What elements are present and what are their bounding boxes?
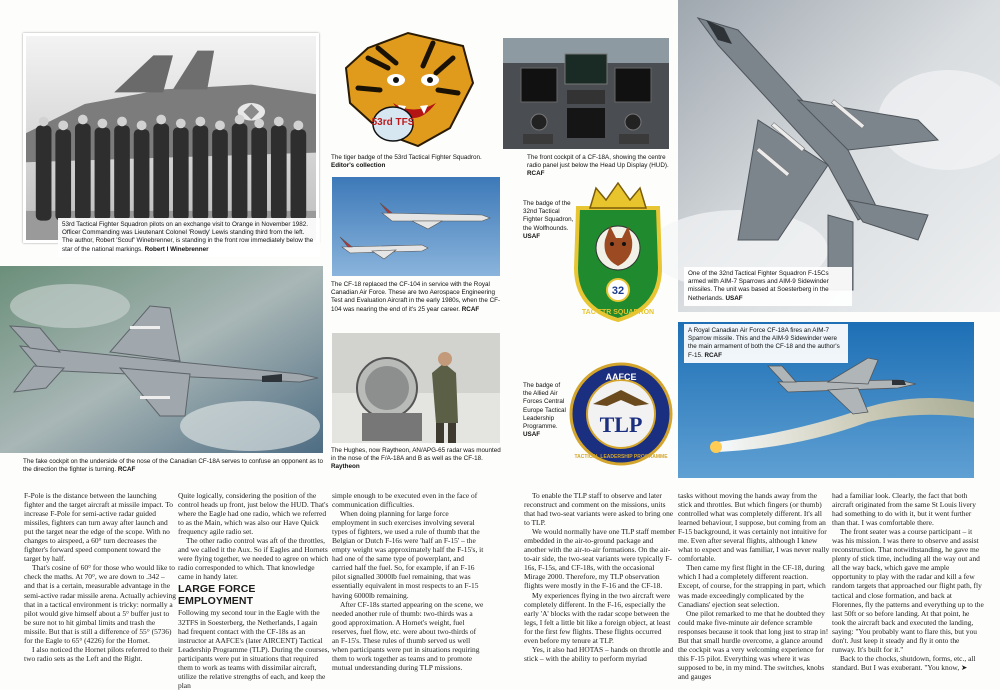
crew-caption-credit: Robert I Winebrenner — [144, 245, 209, 253]
tiger-badge-text: 53rd TFS — [371, 117, 415, 128]
tiger-caption-text: The tiger badge of the 53rd Tactical Fighter Squadron. — [331, 154, 482, 161]
paragraph: The other radio control was aft of the throttles, and we called it the Aux. So if Eagles and Hornets were flying together, we needed to agree on which radio corresponded to which. That knowledge came in handy later. — [178, 536, 329, 582]
paragraph: Quite logically, considering the position of the control heads up front, just below the HUD. That's where the Eagle had one radio, which we referred to as the Main, which was also our Have Quick frequency agile radio set. — [178, 491, 329, 537]
cockpit-caption-credit: RCAF — [527, 170, 545, 178]
paragraph: One pilot remarked to me that he doubted they could make five-minute air defence scramble responses because it took that long just to strap in! But that small hurdle overcome, a glance around the cockpit was a very welcoming experience for this F-15 pilot. Everything was where it was supposed to be, in my mind. The switches, knobs and gauges — [678, 608, 829, 681]
radar-caption-text: The Hughes, now Raytheon, AN/APG-65 radar was mounted in the nose of the F/A-18A and B as well as the CF-18. — [331, 447, 501, 463]
paragraph: Yes, it also had HOTAS – hands on throttle and stick – with the ability to perform myriad — [524, 644, 674, 663]
fakecockpit-caption-text: The fake cockpit on the underside of the nose of the Canadian CF-18A serves to confuse an opponent as to the direction the fighter is turning. — [23, 458, 323, 474]
radar-photo — [332, 333, 500, 443]
paragraph: had a familiar look. Clearly, the fact that both aircraft originated from the same St Louis livery had something to do with it, but it went further than that. I was comfortable there. — [832, 491, 976, 528]
tiger-caption — [331, 154, 499, 170]
cf104-photo — [332, 177, 500, 276]
f15-caption — [684, 267, 852, 306]
f15-caption-credit: USAF — [725, 294, 743, 302]
wolfhounds-caption-text: The badge of the 32nd Tactical Fighter Squadron, the Wolfhounds. — [523, 200, 574, 232]
wolfhounds-badge-text: TAC FTR SQUADRON — [581, 309, 655, 316]
crew-caption — [58, 218, 320, 257]
tiger-badge — [338, 28, 478, 150]
cockpit-caption — [527, 154, 677, 179]
radar-caption-credit: Raytheon — [331, 463, 360, 471]
tlp-badge-top: AAFCE — [605, 372, 637, 382]
tlp-caption-credit: USAF — [523, 431, 541, 439]
paragraph: Back to the chocks, shutdown, forms, etc., all standard. But I was exuberant. "You know, ➤ — [832, 653, 976, 672]
cf104-caption-credit: RCAF — [461, 305, 480, 313]
paragraph: tasks without moving the hands away from the stick and throttles. But which fingers (or thumb) controlled what was completely different. It's all learned behaviour, I suppose, but coming from an F-15 background, it was certainly not intuitive for me. Even after several flights, although I knew what to expect and was familiar, I was never really comfortable. — [678, 491, 830, 564]
paragraph: The front seater was a course participant – it was his mission. I was there to observe and assist reconstruction. That notwithstanding, he gave me plenty of stick time, including all the way out and all the way back, which gave me ample opportunity to play with the radar and kill a few random targets that approached our flight path, fly tactical and close formation, and back at Florennes, fly the patterns and everything up to the last 50ft or so before landing. At that point, he took the aircraft back and executed the landing, saying: "You probably want to flare this, but you don't. Just keep it steady and fly it onto the runway. It's built for it." — [832, 527, 984, 654]
article-column-5 — [678, 491, 830, 681]
paragraph: F-Pole is the distance between the launching fighter and the target aircraft at missile impact. To increase F-Pole for semi-active radar guided missiles, fighters can turn away after launch and put the target near the edge of the scope. With no changes to airspeed, a 60° turn decreases the fighter's forward speed component toward the target by half. — [24, 491, 173, 564]
article-column-1 — [24, 491, 176, 677]
paragraph: I also noticed the Hornet pilots referred to their two radio sets as the Left and the Right. — [24, 644, 173, 663]
paragraph: simple enough to be executed even in the face of communication difficulties. — [332, 491, 478, 510]
article-column-2 — [178, 491, 330, 690]
f15-caption-text: One of the 32nd Tactical Fighter Squadron F-15Cs armed with AIM-7 Sparrows and AIM-9 Sidewinder missiles. The unit was based at Soesterberg in the Netherlands. — [688, 270, 829, 302]
cockpit-photo — [503, 38, 669, 149]
article-column-6 — [832, 491, 984, 677]
wolfhounds-caption-credit: USAF — [523, 232, 541, 240]
tlp-caption-text: The badge of the Allied Air Forces Central Europe Tactical Leadership Programme. — [523, 382, 566, 431]
crew-photo — [23, 33, 319, 243]
cf104-caption-text: The CF-18 replaced the CF-104 in service with the Royal Canadian Air Force. These are two Aerospace Engineering Test and Evaluation Aircraft in the early 1980s, when the CF-104 was nearing the end of it's 25 year career. — [331, 281, 501, 313]
cf104-caption — [331, 281, 501, 314]
paragraph: When doing planning for large force employment in such exercises involving several types of fighters, we used a rule of thumb that the Belgian or Dutch F-16s were 'half an F-15' – the empty weight was approximately half the F-15's, it had one of the same type of powerplant, and carried half the fuel. So, for example, if an F-16 pilot signalled 3000lb fuel remaining, that was essentially equivalent in most respects to an F-15 having 6000lb remaining. — [332, 509, 484, 600]
wolfhounds-badge-number: 32 — [611, 285, 625, 297]
paragraph: My experiences flying in the two aircraft were completely different. In the F-16, especially the early 'A' blocks with the radar scope between the legs, I felt a little bit like a foreign object, at least for the first few flights. These flights occurred even before my tenure at TLP. — [524, 590, 671, 645]
fakecockpit-photo — [0, 266, 323, 453]
f15-photo — [678, 0, 1000, 312]
paragraph: To enable the TLP staff to observe and later reconstruct and comment on the missions, units that had two-seat variants were asked to bring one to TLP. — [524, 491, 674, 528]
sparrow-caption-text: A Royal Canadian Air Force CF-18A fires an AIM-7 Sparrow missile. This and the AIM-9 Sidewinder were the main armament of both the CF-18 and the author's F-15. — [688, 327, 840, 359]
paragraph: We would normally have one TLP staff member embedded in the air-to-ground package and another with the air-to-air formations. On the air-to-air side, the two-seat variants were typically F-16s, F-15s, and CF-18s, with the occasional Mirage 2000. Therefore, my TLP observation flights were mostly in the F-16 and the CF-18. — [524, 527, 676, 591]
tlp-caption — [523, 382, 569, 439]
paragraph: Following my second tour in the Eagle with the 32TFS in Soesterberg, the Netherlands, I again had frequent contact with the CF-18s as an instructor at AAFCE's (later AIRCENT) Tactical Leadership Programme (TLP). During the courses, participants were put in situations that required them to work as teams with dissimilar aircraft, utilize the relative strengths of each, and keep the plan — [178, 608, 330, 690]
tlp-badge-ring: TACTICAL LEADERSHIP PROGRAMME — [574, 454, 668, 460]
tlp-badge-center: TLP — [599, 412, 643, 437]
fakecockpit-caption-credit: RCAF — [117, 466, 136, 474]
cockpit-caption-text: The front cockpit of a CF-18A, showing the centre radio panel just below the Head Up Display (HUD). — [527, 154, 669, 170]
section-heading: LARGE FORCE EMPLOYMENT — [178, 583, 256, 608]
article-column-3 — [332, 491, 484, 677]
wolfhounds-badge — [560, 178, 676, 322]
paragraph: That's cosine of 60° for those who would like to check the maths. At 70°, we are down to .342 – and that is a certain, measurable advantage in the semi-active radar missile arena. Actually achieving that in a tactical environment is tricky: normally a pilot would give himself about a 5° buffer just to be sure not to hit gimbal limits and trash the missile. But that is still a difference of 55° (5736) for the Eagle to 65° (4226) for the Hornet. — [24, 563, 176, 645]
paragraph: After CF-18s started appearing on the scene, we needed another rule of thumb: two-thirds was a good approximation. A Hornet's weight, fuel reserves, fuel flow, etc. were about two-thirds of an F-15's. These rules of thumb served us well when participants were put in situations requiring them to work together as teams and to promote mutual understanding during TLP missions. — [332, 599, 484, 672]
sparrow-caption-credit: RCAF — [704, 351, 722, 359]
radar-caption — [331, 447, 503, 472]
paragraph: Then came my first flight in the CF-18, during which I had a completely different reaction. Except, of course, for the strapping in part, which was made exceedingly complicated by the Canadians' ejection seat selection. — [678, 563, 826, 609]
article-column-4 — [524, 491, 676, 677]
sparrow-caption — [684, 324, 848, 363]
tlp-badge — [567, 360, 675, 468]
tiger-caption-credit: Editor's collection — [331, 162, 386, 170]
fakecockpit-caption — [23, 458, 325, 474]
crew-caption-text: 53rd Tactical Fighter Squadron pilots on an exchange visit to Orange in November 1982. Officer Commanding was Lieutenant Colonel 'Rowdy' Lewis standing third from the left. The author, Robert 'Scouf' Winebrenner, is standing in the front row immediately below the star of the national markings. — [62, 221, 314, 253]
